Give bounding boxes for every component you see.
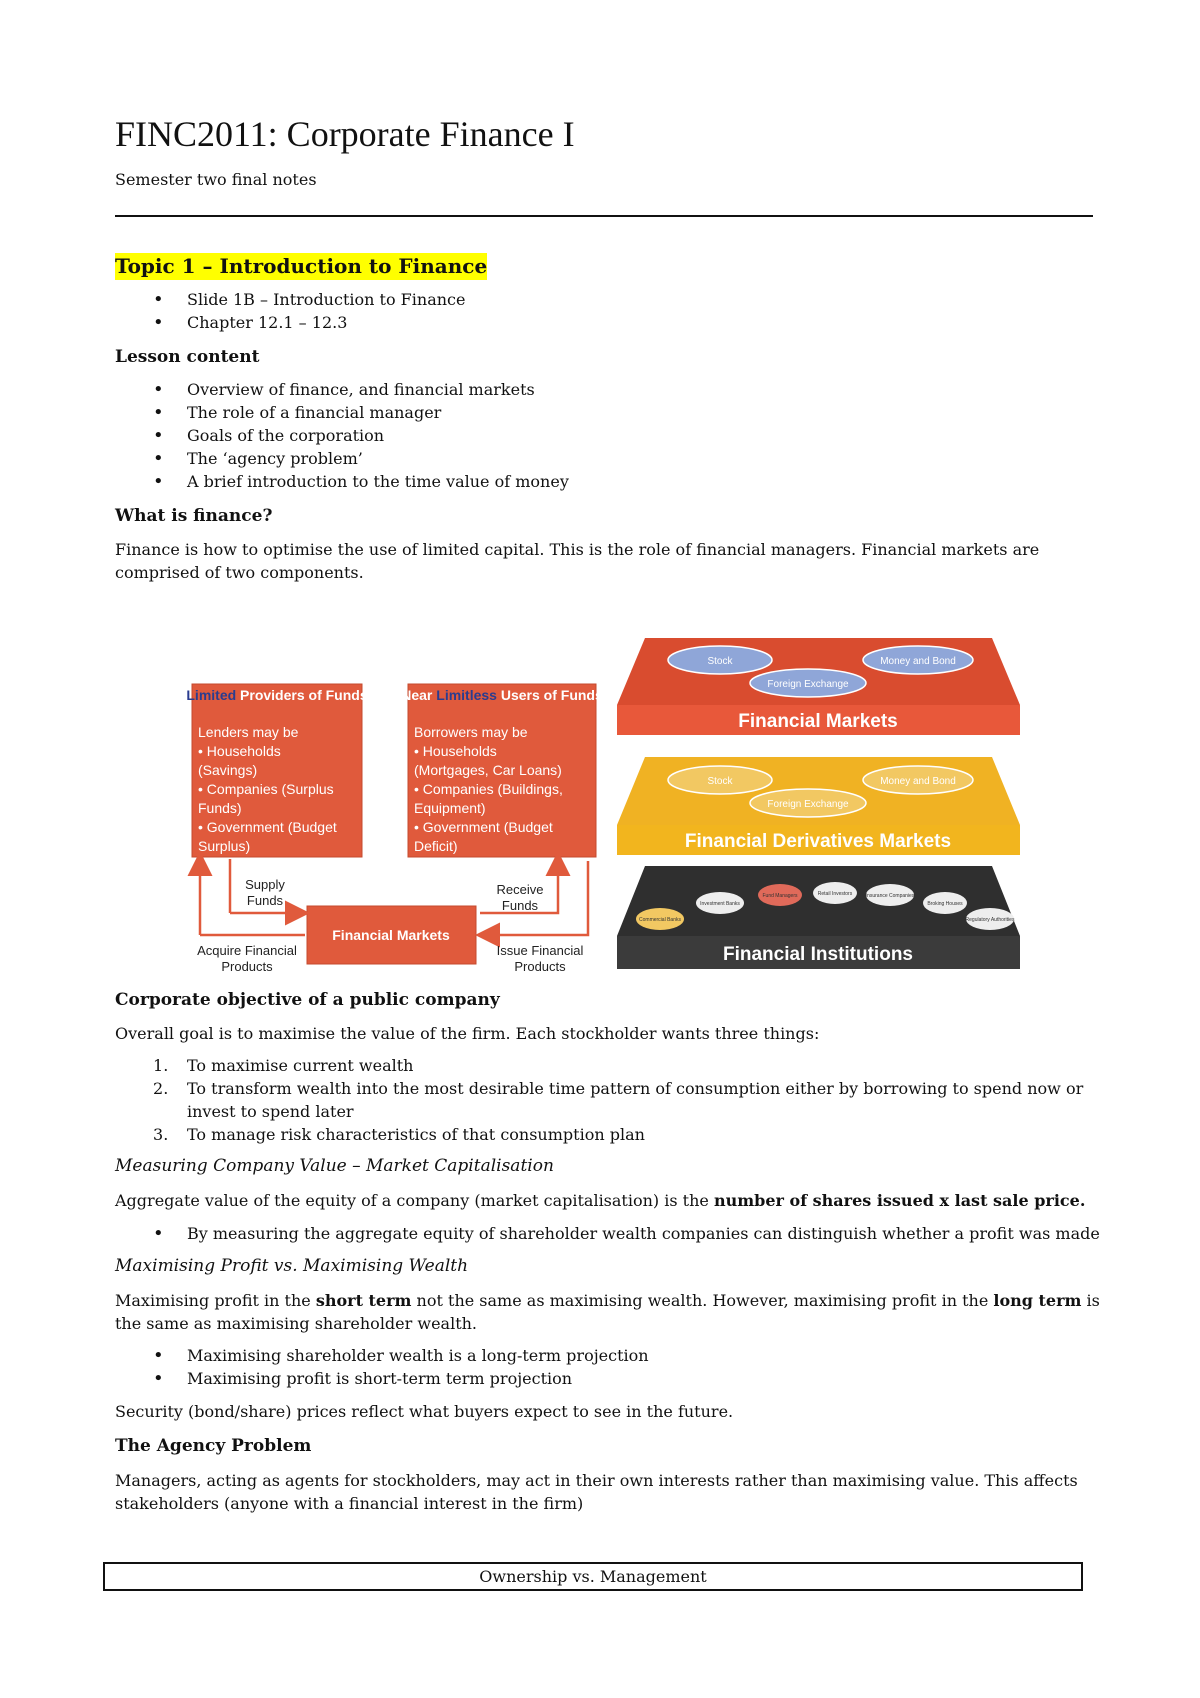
oval-label: Investment Banks xyxy=(700,901,740,907)
profit-bold: long term xyxy=(993,1291,1082,1310)
list-item: To transform wealth into the most desirable time pattern of consumption either by borrowing to spend now or invest to spend later xyxy=(187,1079,1084,1121)
receive-label: Funds xyxy=(501,898,539,913)
oval-label: Regulatory Authorities xyxy=(965,917,1015,923)
topic-refs-list xyxy=(115,288,1100,334)
supply-label: Funds xyxy=(246,893,284,908)
oval-label: Foreign Exchange xyxy=(767,799,849,810)
providers-line: • Households xyxy=(198,743,281,759)
objective-heading: Corporate objective of a public company xyxy=(115,990,500,1010)
oval-label: Stock xyxy=(707,656,733,667)
users-line: Borrowers may be xyxy=(414,724,528,740)
objective-list xyxy=(115,1054,1100,1146)
title-rule xyxy=(115,215,1093,217)
security-text: Security (bond/share) prices reflect what buyers expect to see in the future. xyxy=(115,1402,734,1421)
layer-financial-institutions xyxy=(617,866,1020,969)
objective-section xyxy=(115,989,1100,1515)
market-cap-bold: number of shares issued x last sale price. xyxy=(713,1191,1086,1210)
supply-label: Supply xyxy=(245,877,285,892)
providers-line: (Savings) xyxy=(198,762,258,778)
acquire-label: Products xyxy=(221,959,273,974)
market-cap-list xyxy=(115,1222,1100,1245)
ownership-table-header: Ownership vs. Management xyxy=(103,1562,1083,1591)
providers-line: Funds) xyxy=(198,800,242,816)
users-line: • Companies (Buildings, xyxy=(414,781,563,797)
providers-title: Limited Providers of Funds xyxy=(186,687,368,703)
list-item: • Overview of finance, and financial markets xyxy=(187,378,1100,401)
oval-label: Money and Bond xyxy=(880,776,956,787)
list-item: • Chapter 12.1 – 12.3 xyxy=(187,311,1100,334)
oval-label: Broking Houses xyxy=(927,901,963,907)
list-item: • Goals of the corporation xyxy=(187,424,1100,447)
providers-line: • Companies (Surplus xyxy=(198,781,334,797)
agency-heading: The Agency Problem xyxy=(115,1436,312,1456)
market-cap-text xyxy=(115,1189,1100,1212)
financial-markets-label: Financial Markets xyxy=(332,927,450,943)
providers-line: Lenders may be xyxy=(198,724,299,740)
objective-intro: Overall goal is to maximise the value of the firm. Each stockholder wants three things: xyxy=(115,1024,820,1043)
document-title: FINC2011: Corporate Finance I xyxy=(115,114,575,154)
list-item: • Slide 1B – Introduction to Finance xyxy=(187,288,1100,311)
list-item: • A brief introduction to the time value of money xyxy=(187,470,1100,493)
profit-text-part: is the same as maximising shareholder wealth. xyxy=(115,1291,1100,1333)
lesson-content-list xyxy=(115,378,1100,493)
profit-bold: short term xyxy=(315,1291,412,1310)
what-is-finance-heading: What is finance? xyxy=(115,506,273,526)
oval-label: Money and Bond xyxy=(880,656,956,667)
issue-label: Products xyxy=(514,959,566,974)
oval-label: Insurance Companies xyxy=(865,893,915,899)
acquire-label: Acquire Financial xyxy=(197,943,297,958)
receive-label: Receive xyxy=(496,882,544,897)
layer-financial-markets xyxy=(617,638,1020,735)
profit-wealth-text xyxy=(115,1289,1100,1335)
profit-text-part: Maximising profit in the xyxy=(115,1291,316,1310)
oval-label: Fund Managers xyxy=(762,893,798,899)
lesson-content-heading: Lesson content xyxy=(115,347,260,367)
list-item: • The role of a financial manager xyxy=(187,401,1100,424)
layer-derivatives-markets xyxy=(617,757,1020,855)
list-item: • Maximising profit is short-term term projection xyxy=(187,1367,1100,1390)
market-cap-heading: Measuring Company Value – Market Capitalisation xyxy=(115,1156,554,1176)
users-line: • Households xyxy=(414,743,497,759)
profit-wealth-list xyxy=(115,1344,1100,1390)
providers-line: Surplus) xyxy=(198,838,251,854)
profit-wealth-heading: Maximising Profit vs. Maximising Wealth xyxy=(115,1256,469,1276)
layer-label: Financial Derivatives Markets xyxy=(684,831,952,852)
list-item: • Maximising shareholder wealth is a long-term projection xyxy=(187,1344,1100,1367)
list-item: • By measuring the aggregate equity of shareholder wealth companies can distinguish whether a profit was made xyxy=(187,1222,1100,1245)
list-item: • The ‘agency problem’ xyxy=(187,447,1100,470)
oval-label: Retail Investors xyxy=(817,891,853,897)
providers-line: • Government (Budget xyxy=(198,819,337,835)
issue-label: Issue Financial xyxy=(496,943,584,958)
oval-label: Stock xyxy=(707,776,733,787)
agency-text: Managers, acting as agents for stockholders, may act in their own interests rather than maximising value. This affects stakeholders (anyone with a financial interest in the firm) xyxy=(115,1471,1078,1513)
users-line: (Mortgages, Car Loans) xyxy=(414,762,562,778)
what-is-finance-text: Finance is how to optimise the use of limited capital. This is the role of financial managers. Financial markets are comprised of two components. xyxy=(115,540,1040,582)
financial-markets-diagram xyxy=(180,633,1025,978)
users-line: • Government (Budget xyxy=(414,819,553,835)
profit-text-part: not the same as maximising wealth. However, maximising profit in the xyxy=(411,1291,994,1310)
users-line: Equipment) xyxy=(414,800,486,816)
oval-label: Commercial Banks xyxy=(639,917,681,923)
layer-label: Financial Institutions xyxy=(722,944,914,965)
users-title: Near Limitless Users of Funds xyxy=(401,687,603,703)
layer-label: Financial Markets xyxy=(738,711,898,732)
users-line: Deficit) xyxy=(414,838,458,854)
oval-label: Foreign Exchange xyxy=(767,679,849,690)
list-item: To maximise current wealth xyxy=(187,1056,414,1075)
document-subtitle: Semester two final notes xyxy=(115,170,317,189)
market-cap-text-part: Aggregate value of the equity of a company (market capitalisation) is the xyxy=(115,1191,714,1210)
topic-heading: Topic 1 – Introduction to Finance xyxy=(115,254,488,278)
list-item: To manage risk characteristics of that consumption plan xyxy=(187,1125,645,1144)
topic1-section xyxy=(115,253,1100,584)
